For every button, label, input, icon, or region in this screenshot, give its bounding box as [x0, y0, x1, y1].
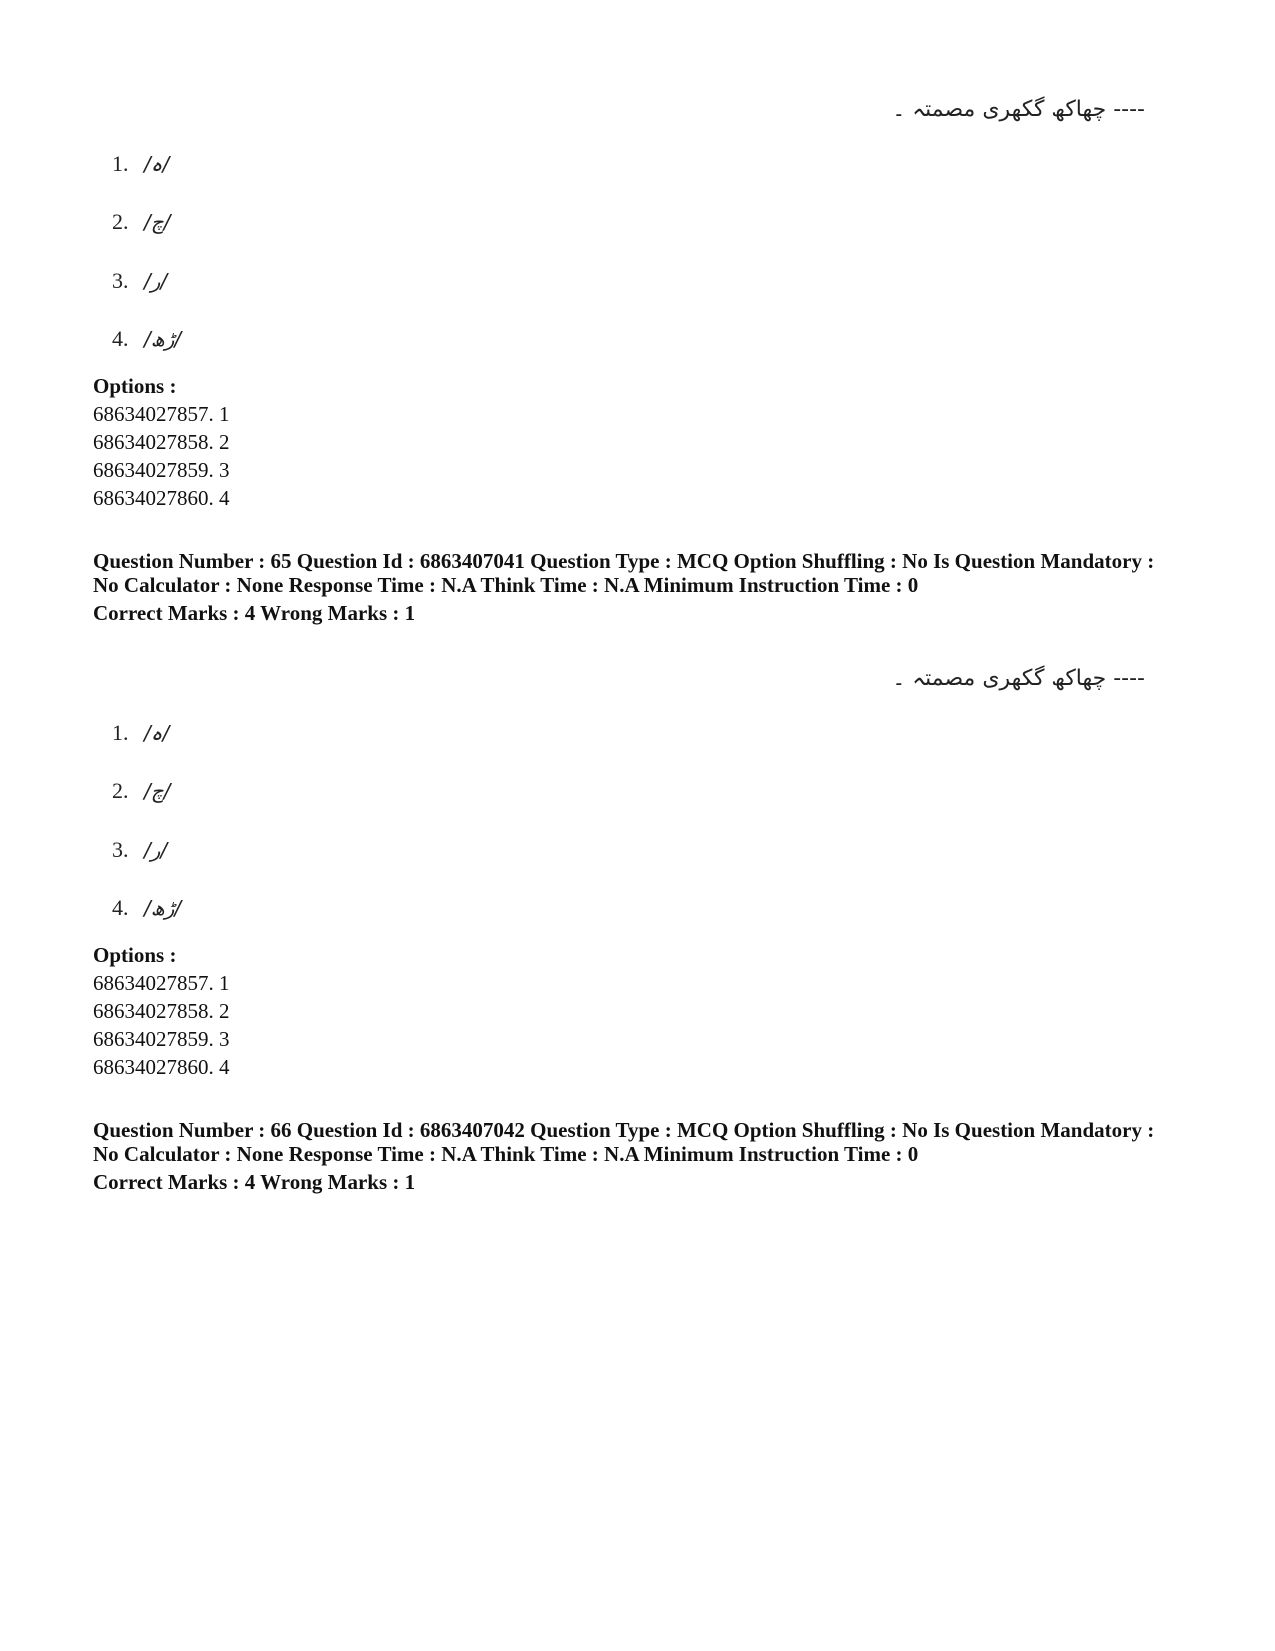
- choice-text: /چ/: [144, 779, 171, 803]
- choice-number: 1.: [112, 151, 129, 176]
- choice-text: /ہ/: [144, 152, 170, 176]
- question-marks-line: Correct Marks : 4 Wrong Marks : 1: [93, 601, 416, 625]
- option-line: 68634027858. 2: [93, 999, 230, 1023]
- choice-item: [112, 319, 181, 359]
- option-line: 68634027858. 2: [93, 430, 230, 454]
- option-line: 68634027860. 4: [93, 1055, 230, 1079]
- choice-text: /ر/: [144, 838, 168, 862]
- choice-number: 3.: [112, 268, 129, 293]
- question-block-1: [0, 78, 1275, 618]
- option-line: 68634027859. 3: [93, 458, 230, 482]
- option-line: 68634027860. 4: [93, 486, 230, 510]
- question-meta-66: [93, 1118, 1193, 1194]
- choice-text: /ر/: [144, 269, 168, 293]
- choice-item: [112, 888, 181, 928]
- choice-number: 1.: [112, 720, 129, 745]
- option-line: 68634027857. 1: [93, 402, 230, 426]
- choice-item: [112, 771, 170, 811]
- question-block-2: [0, 647, 1275, 1187]
- options-label: Options :: [93, 374, 177, 398]
- choice-text: /چ/: [144, 210, 171, 234]
- choice-item: [112, 713, 169, 753]
- option-line: 68634027857. 1: [93, 971, 230, 995]
- option-line: 68634027859. 3: [93, 1027, 230, 1051]
- choice-item: [112, 144, 169, 184]
- question-meta-65: [93, 549, 1193, 625]
- choice-text: /ہ/: [144, 721, 170, 745]
- choice-number: 3.: [112, 837, 129, 862]
- question-meta-line: No Calculator : None Response Time : N.A Think Time : N.A Minimum Instruction Time : 0: [93, 573, 919, 597]
- choice-item: [112, 202, 170, 242]
- choice-item: [112, 261, 167, 301]
- choice-number: 2.: [112, 209, 129, 234]
- question-meta-line: No Calculator : None Response Time : N.A Think Time : N.A Minimum Instruction Time : 0: [93, 1142, 919, 1166]
- choice-number: 4.: [112, 895, 129, 920]
- choice-item: [112, 830, 167, 870]
- options-label: Options :: [93, 943, 177, 967]
- question-meta-line: Question Number : 66 Question Id : 6863407042 Question Type : MCQ Option Shuffling : No Is Question Mandatory :: [93, 1118, 1155, 1142]
- urdu-heading: ---- چھاکھ گکھری مصمتہ ۔: [892, 97, 1145, 122]
- question-marks-line: Correct Marks : 4 Wrong Marks : 1: [93, 1170, 416, 1194]
- choice-number: 2.: [112, 778, 129, 803]
- choice-text: /ڑھ/: [144, 327, 182, 351]
- question-meta-line: Question Number : 65 Question Id : 6863407041 Question Type : MCQ Option Shuffling : No Is Question Mandatory :: [93, 549, 1155, 573]
- urdu-heading: ---- چھاکھ گکھری مصمتہ ۔: [892, 666, 1145, 691]
- choice-number: 4.: [112, 326, 129, 351]
- choice-text: /ڑھ/: [144, 896, 182, 920]
